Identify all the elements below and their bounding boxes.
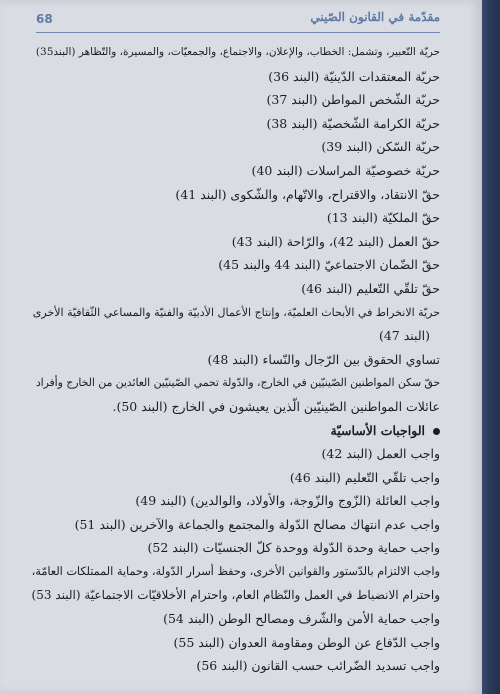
- text-line: واجب حماية وحدة الدّولة ووحدة كلّ الجنسيّات (البند 52): [147, 540, 440, 556]
- page-body: [30, 41, 440, 678]
- text-line: واجب عدم انتهاك مصالح الدّولة والمجتمع والجماعة والآخرين (البند 51): [74, 516, 440, 532]
- book-edge: [482, 0, 500, 694]
- running-title: مقدّمة في القانون الصّيني: [310, 10, 440, 24]
- text-line: حريّة التّعبير، وتشمل: الخطاب، والإعلان، والاجتماع، والجمعيّات، والمسيرة، والتّظاهر (البند35): [35, 46, 440, 58]
- section-heading-text: الواجبات الأساسيّة: [330, 422, 425, 438]
- text-line: حريّة الانخراط في الأبحاث العلميّة، وإنتاج الأعمال الأدبيّة والفنيّة والمساعي الثّقافيّة الأخرى: [32, 305, 440, 319]
- text-line: حقّ الملكيّة (البند 13): [326, 210, 440, 226]
- text-line: عائلات المواطنين الصّينيّين الّذين يعيشون في الخارج (البند 50).: [112, 398, 440, 414]
- page-header: [36, 10, 440, 33]
- text-line: واحترام الانضباط في العمل والنّظام العام، واحترام الأخلاقيّات الاجتماعيّة (البند 53): [31, 587, 440, 602]
- text-line: (البند 47): [378, 328, 430, 344]
- text-line: واجب الدّفاع عن الوطن ومقاومة العدوان (البند 55): [173, 634, 440, 650]
- text-line: حقّ سكن المواطنين الصّينيّين في الخارج، والدّولة تحمي الصّينيّين العائدين من الخارج وأفراد: [35, 376, 440, 390]
- section-heading: [30, 419, 440, 443]
- text-line: حقّ تلقّي التّعليم (البند 46): [301, 280, 440, 296]
- text-line: واجب تلقّي التّعليم (البند 46): [289, 469, 440, 485]
- text-line: تساوي الحقوق بين الرّجال والنّساء (البند 48): [207, 351, 440, 367]
- text-line: حريّة خصوصيّة المراسلات (البند 40): [251, 162, 440, 178]
- text-line: واجب تسديد الضّرائب حسب القانون (البند 56): [196, 658, 440, 674]
- text-line: حريّة الكرامة الشّخصيّة (البند 38): [266, 115, 440, 131]
- page-number: 68: [36, 12, 53, 26]
- text-line: حقّ العمل (البند 42)، والرّاحة (البند 43): [231, 233, 440, 249]
- text-line: واجب حماية الأمن والشّرف ومصالح الوطن (البند 54): [163, 611, 440, 627]
- text-line: حريّة الشّخص المواطن (البند 37): [266, 92, 440, 108]
- text-line: حقّ الضّمان الاجتماعيّ (البند 44 والبند 45): [218, 257, 440, 273]
- text-line: حقّ الانتقاد، والاقتراح، والاتّهام، والشّكوى (البند 41): [175, 186, 440, 202]
- text-line: حريّة المعتقدات الدّينيّة (البند 36): [268, 68, 440, 84]
- text-line: واجب العائلة (الزّوج والزّوجة، والأولاد، والوالدين) (البند 49): [135, 493, 440, 509]
- text-line: واجب العمل (البند 42): [321, 446, 440, 462]
- text-line: حريّة السّكن (البند 39): [321, 139, 440, 155]
- bullet-icon: [433, 428, 440, 435]
- text-line: واجب الالتزام بالدّستور والقوانين الأخرى، وحفظ أسرار الدّولة، وحماية الممتلكات العامّة،: [31, 565, 440, 579]
